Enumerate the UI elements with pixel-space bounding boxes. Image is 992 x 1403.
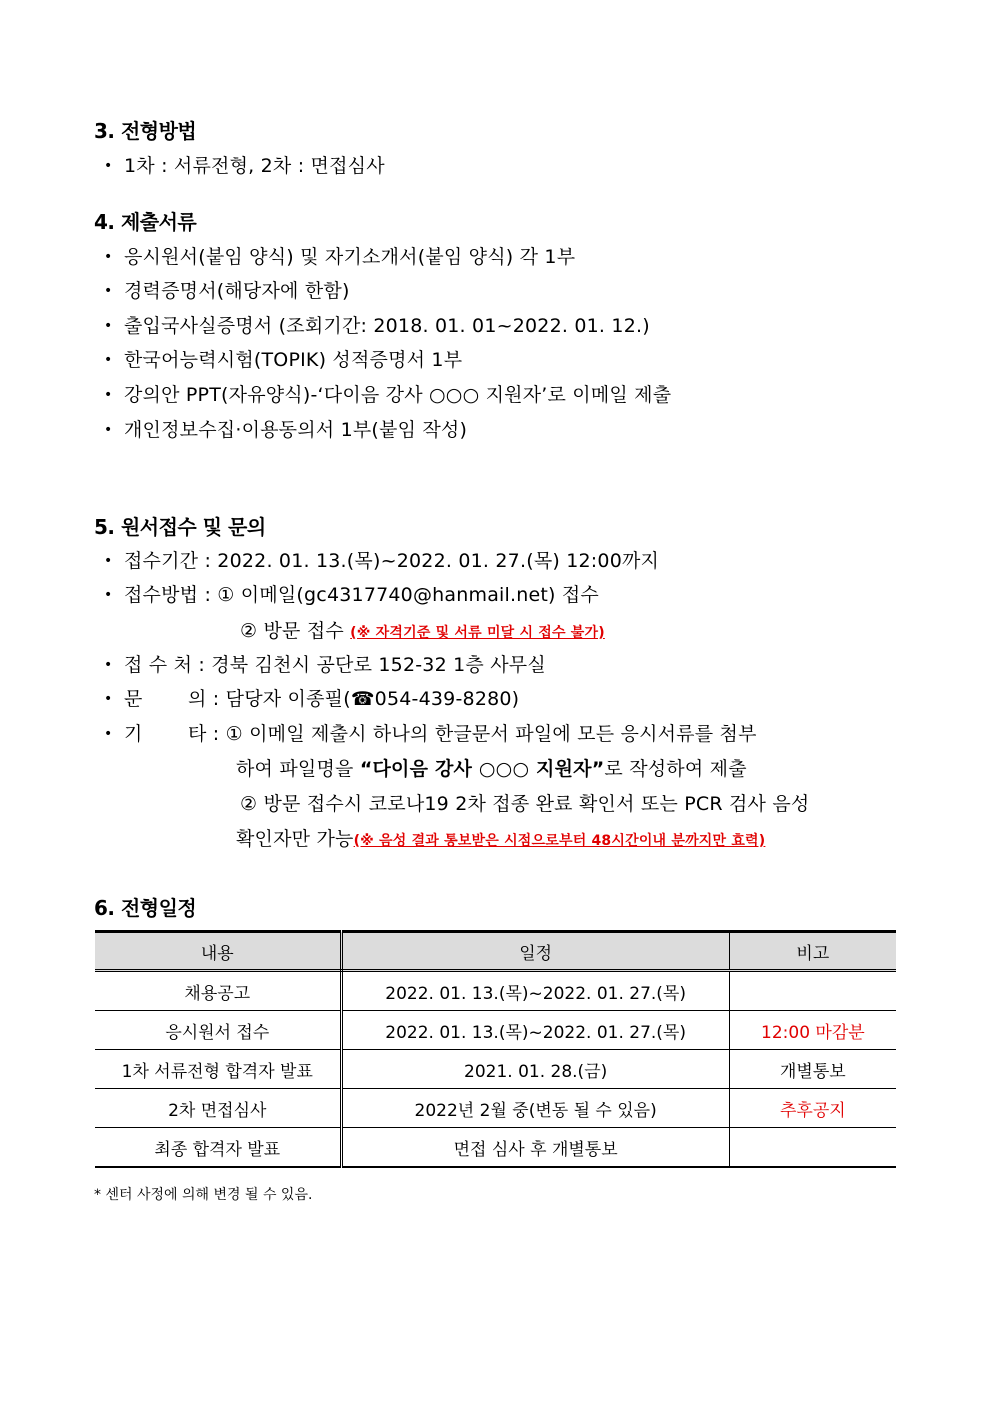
list-item-period: • 접수기간 : 2022. 01. 13.(목)~2022. 01. 27.(목) 12:00까지 bbox=[104, 550, 660, 572]
table-row: 2차 면접심사 2022년 2월 중(변동 될 수 있음) 추후공지 bbox=[95, 1089, 896, 1128]
section-title-documents: 4. 제출서류 bbox=[94, 210, 197, 234]
covid-warning-note: (※ 음성 결과 통보받은 시점으로부터 48시간이내 분까지만 효력) bbox=[353, 833, 766, 849]
header-content: 내용 bbox=[95, 932, 341, 971]
section-title-application: 5. 원서접수 및 문의 bbox=[94, 515, 266, 539]
method-visit: ② 방문 접수 (※ 자격기준 및 서류 미달 시 접수 불가) bbox=[240, 620, 605, 642]
bullet-icon: • bbox=[104, 657, 113, 673]
bullet-icon: • bbox=[104, 726, 113, 742]
footnote: * 센터 사정에 의해 변경 될 수 있음. bbox=[94, 1187, 313, 1203]
list-item: • 개인정보수집·이용동의서 1부(붙임 작성) bbox=[104, 419, 468, 441]
bullet-icon: • bbox=[104, 158, 113, 174]
bullet-icon: • bbox=[104, 553, 113, 569]
table-row: 응시원서 접수 2022. 01. 13.(목)~2022. 01. 27.(목) 12:00 마감분 bbox=[95, 1011, 896, 1050]
list-item: • 경력증명서(해당자에 한함) bbox=[104, 280, 350, 302]
visit-warning-note: (※ 자격기준 및 서류 미달 시 접수 불가) bbox=[350, 625, 605, 641]
bullet-icon: • bbox=[104, 352, 113, 368]
list-item: • 강의안 PPT(자유양식)-‘다이음 강사 ○○○ 지원자’로 이메일 제출 bbox=[104, 384, 672, 406]
table-row: 채용공고 2022. 01. 13.(목)~2022. 01. 27.(목) bbox=[95, 971, 896, 1011]
bullet-icon: • bbox=[104, 422, 113, 438]
schedule-table bbox=[95, 930, 896, 1168]
bullet-icon: • bbox=[104, 587, 113, 603]
list-item-contact: • 문 의 : 담당자 이종필(☎054-439-8280) bbox=[104, 688, 520, 710]
bullet-icon: • bbox=[104, 318, 113, 334]
list-item: • 출입국사실증명서 (조회기간: 2018. 01. 01~2022. 01. 12.) bbox=[104, 315, 650, 337]
list-item-etc: • 기 타 : ① 이메일 제출시 하나의 한글문서 파일에 모든 응시서류를 첨부 bbox=[104, 723, 757, 745]
etc-line-covid: ② 방문 접수시 코로나19 2차 접종 완료 확인서 또는 PCR 검사 음성 bbox=[240, 793, 810, 815]
list-item: • 1차 : 서류전형, 2차 : 면접심사 bbox=[104, 155, 385, 177]
table-row: 최종 합격자 발표 면접 심사 후 개별통보 bbox=[95, 1128, 896, 1168]
etc-line-covid-cont: 확인자만 가능(※ 음성 결과 통보받은 시점으로부터 48시간이내 분까지만 효력) bbox=[236, 828, 766, 850]
list-item-place: • 접 수 처 : 경북 김천시 공단로 152-32 1층 사무실 bbox=[104, 654, 546, 676]
bullet-icon: • bbox=[104, 691, 113, 707]
table-row: 1차 서류전형 합격자 발표 2021. 01. 28.(금) 개별통보 bbox=[95, 1050, 896, 1089]
bullet-icon: • bbox=[104, 387, 113, 403]
bullet-icon: • bbox=[104, 283, 113, 299]
etc-line-filename: 하여 파일명을 “다이음 강사 ○○○ 지원자”로 작성하여 제출 bbox=[236, 758, 747, 780]
section-title-method: 3. 전형방법 bbox=[94, 119, 197, 143]
header-date: 일정 bbox=[341, 932, 729, 971]
section-title-schedule: 6. 전형일정 bbox=[94, 896, 197, 920]
list-item: • 응시원서(붙임 양식) 및 자기소개서(붙임 양식) 각 1부 bbox=[104, 246, 576, 268]
list-item: • 한국어능력시험(TOPIK) 성적증명서 1부 bbox=[104, 349, 463, 371]
table-header-row bbox=[95, 932, 896, 971]
header-note: 비고 bbox=[729, 932, 896, 971]
list-item-method: • 접수방법 : ① 이메일(gc4317740@hanmail.net) 접수 bbox=[104, 584, 599, 606]
bullet-icon: • bbox=[104, 249, 113, 265]
